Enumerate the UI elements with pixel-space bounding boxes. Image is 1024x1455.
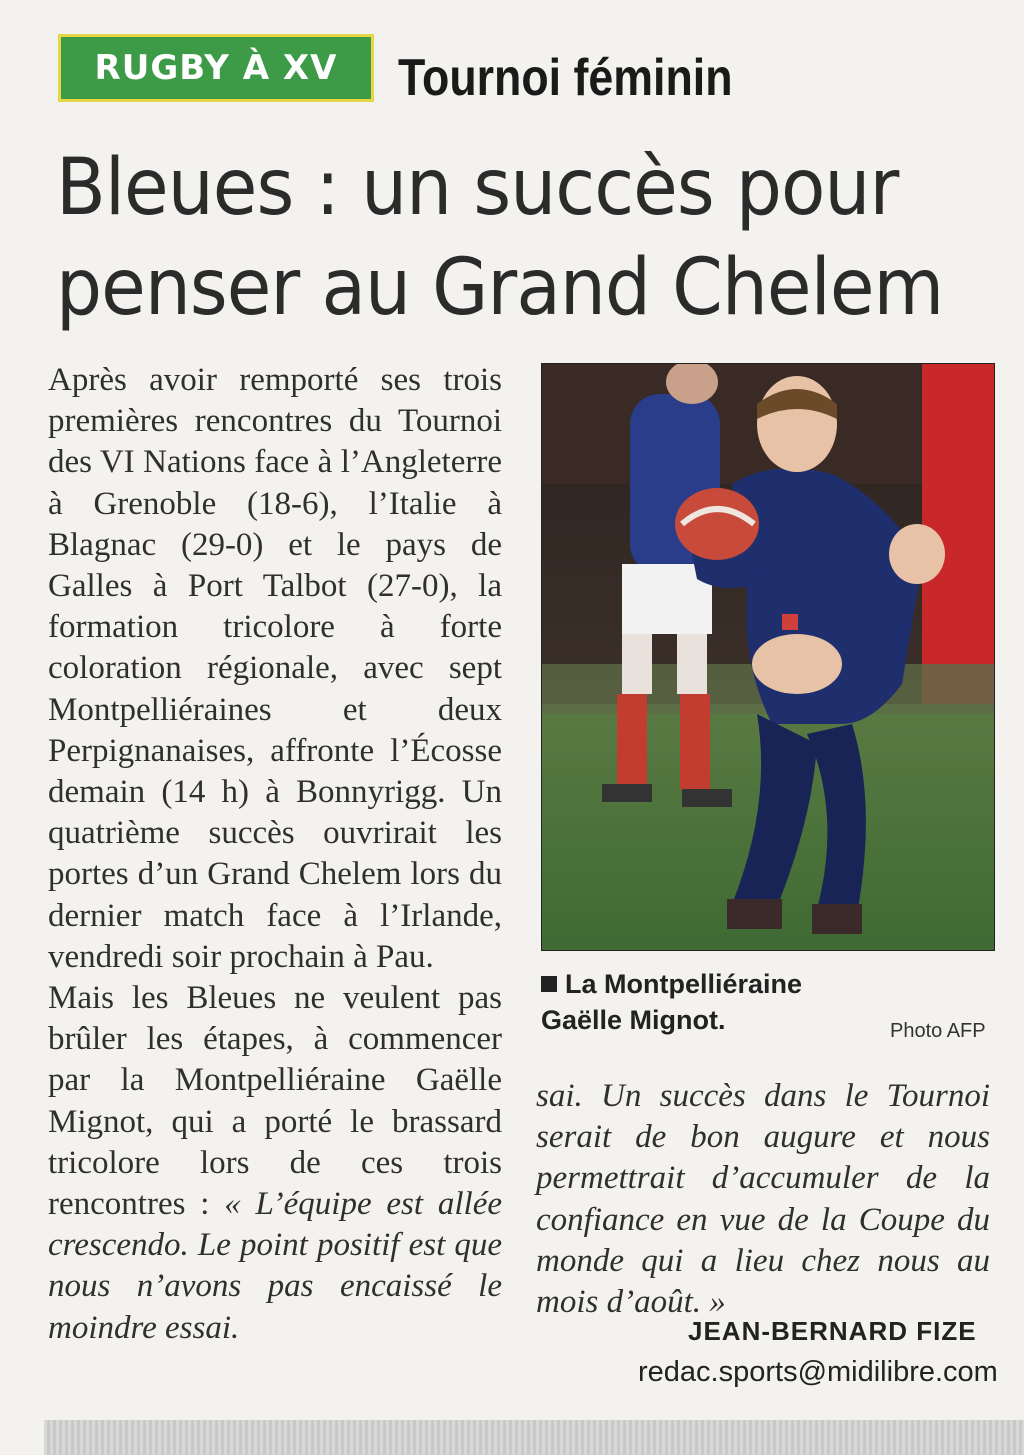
quote-text: Un succès dans le Tournoi serait de bon augure et nous permettrait d’accumuler de la confiance en vue de la Coupe du monde qui a lieu chez nous au mois d’août. »: [536, 1078, 991, 1321]
caption-line-1: [541, 966, 841, 1002]
caption-bullet-icon: [541, 976, 557, 992]
page-edge-band: [44, 1420, 1024, 1455]
photo-credit: Photo AFP: [890, 1020, 986, 1042]
quote-continuation: [536, 1076, 990, 1323]
article-column-left: [48, 360, 502, 1349]
article-column-right: [536, 1076, 990, 1323]
author-byline: JEAN-BERNARD FIZE: [688, 1316, 977, 1346]
paragraph-2-text: Mais les Bleues ne veulent pas brûler les étapes, à commencer par la Montpelliéraine Gaëlle Mignot, qui a porté le brassard tricolore lors de ces trois rencontres :: [48, 980, 502, 1223]
article-photo: [541, 363, 995, 951]
article-paragraph-2: [48, 978, 502, 1349]
headline-line-2: penser au Grand Chelem: [56, 243, 944, 333]
rugby-player-photo: [542, 364, 995, 951]
headline-line-1: Bleues : un succès pour: [56, 143, 899, 233]
caption-line-2: Gaëlle Mignot.: [541, 1005, 726, 1035]
quote-start: « L’équipe est allée crescendo. Le point positif est que nous n’avons pas encaissé le moindre essai.: [48, 1186, 502, 1346]
headline: [56, 138, 1016, 338]
section-rubric: RUGBY À XV: [58, 34, 374, 102]
caption-text-1: La Montpelliéraine: [565, 969, 803, 999]
quote-fragment: sai.: [536, 1078, 602, 1114]
photo-caption: [541, 966, 841, 1038]
article-paragraph-1: Après avoir remporté ses trois premières rencontres du Tournoi des VI Nations face à l’Angleterre à Grenoble (18-6), l’Italie à Blagnac (29-0) et le pays de Galles à Port Talbot (27-0), la formation tricolore à forte coloration régionale, avec sept Montpelliéraines et deux Perpignanaises, affronte l’Écosse demain (14 h) à Bonnyrigg. Un quatrième succès ouvrirait les portes d’un Grand Chelem lors du dernier match face à l’Irlande, vendredi soir prochain à Pau.: [48, 362, 502, 975]
surtitle: Tournoi féminin: [398, 49, 733, 107]
author-email[interactable]: redac.sports@midilibre.com: [638, 1356, 998, 1388]
